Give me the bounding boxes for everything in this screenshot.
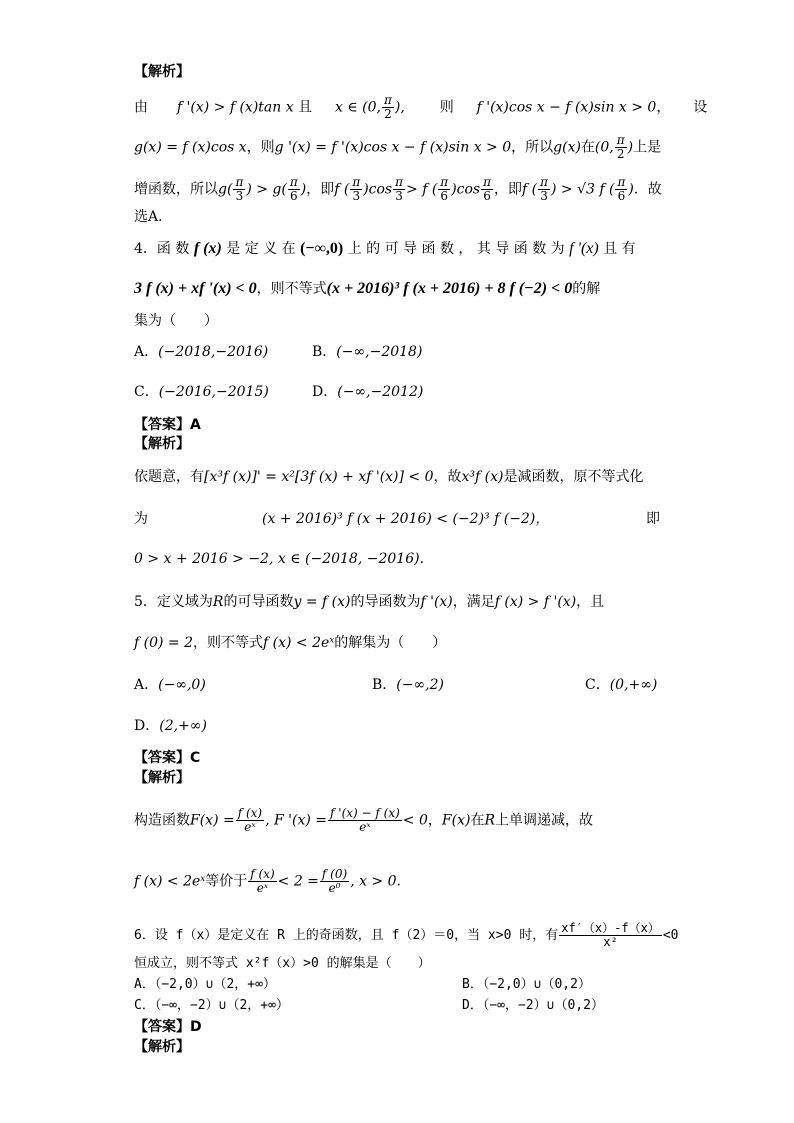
q6-option-c: C．（−∞，−2）∪（2，+∞）: [134, 998, 289, 1013]
q4-option-b: B．(−∞,−2018): [312, 344, 423, 360]
text: 的解集为（ ）: [334, 635, 447, 651]
solution-line-3: 增函数，所以g( $\frac{\pi}{3}$ ) > g( $\frac{\pi}{6}$ )，即f ( $\frac{\pi}{3}$ )cos $\frac{\pi}{3}$ > f ( $\frac{\pi}{6}$ )cos $\frac{\pi}{6}$ ，即f ( $\frac{\pi}{3}$ ) > √3 f ( $\frac{\pi}{6}$ )．故: [134, 175, 662, 203]
text: ，且: [576, 594, 605, 610]
text: 设: [693, 99, 708, 116]
text: ．故: [633, 181, 662, 198]
text: 的导函数为: [350, 594, 421, 610]
text: ，则不等式: [193, 635, 264, 651]
q4-stem-line-1: [134, 240, 636, 258]
text: ，即: [494, 181, 522, 198]
math: [x³f (x)]' = x²[3f (x) + xf '(x)] < 0: [204, 469, 434, 485]
fraction: $\frac{\pi}{2}$: [616, 133, 625, 161]
q5-stem-line-1: 5．定义域为R的可导函数y = f (x)的导函数为f '(x)，满足f (x) > f '(x)，且: [134, 594, 605, 610]
q5-solution-line-1: 构造函数F(x) = $\frac{f (x)}{\text{eˣ}}$ , F '(x) = $\frac{f '(x) - f (x)}{\text{eˣ}}$ < 0，F(x)在R上单调递减，故: [134, 806, 593, 834]
solution-line-1: [134, 94, 707, 121]
fraction: $\frac{\pi}{3}$: [395, 175, 404, 203]
text: 等价于: [205, 873, 248, 890]
q6-analysis-heading: 【解析】: [134, 1039, 190, 1055]
fraction: $\frac{f (x)}{\text{eˣ}}$: [250, 867, 275, 895]
q6-option-b: B．（−2,0）∪（0,2）: [462, 977, 591, 992]
math: g(x): [553, 139, 581, 156]
text: 是 定 义 在: [226, 241, 296, 257]
fraction: $\frac{\pi}{3}$: [235, 175, 244, 203]
math: ),: [394, 99, 405, 116]
q5-option-c: C．(0,+∞): [585, 677, 658, 693]
text: 即: [646, 511, 660, 527]
text: 6．设 f（x）是定义在 R 上的奇函数，且 f（2）＝0，当 x>0 时，有: [134, 928, 559, 943]
q5-option-a: A．(−∞,0): [134, 677, 206, 693]
text: 依题意，有: [134, 469, 204, 485]
text: 4．函 数: [134, 241, 190, 257]
text: 上是: [633, 139, 662, 156]
q4-analysis-heading: 【解析】: [134, 436, 190, 452]
math: x³f (x): [461, 469, 504, 485]
q4-stem-line-2: [134, 280, 600, 298]
text: 的解: [572, 281, 601, 297]
fraction: $\frac{f (x)}{\text{eˣ}}$: [237, 806, 263, 834]
math: f '(x): [569, 240, 599, 257]
q6-option-d: D．（−∞，−2）∪（0,2）: [462, 998, 604, 1013]
text: 的可导函数: [223, 594, 294, 610]
text: 为: [134, 511, 148, 527]
analysis-heading: 【解析】: [134, 64, 190, 80]
text: 是减函数，原不等式化: [503, 469, 644, 485]
fraction: $\frac{\pi}{6}$: [440, 175, 449, 203]
q6-option-a: A．（−2,0）∪（2，+∞）: [134, 977, 276, 992]
solution-line-2: [134, 134, 661, 161]
fraction: $\frac{\pi}{2}$: [383, 93, 392, 121]
text: 由: [134, 99, 148, 116]
q4-option-a: A．(−2018,−2016): [134, 344, 269, 360]
text: 5．定义域为: [134, 594, 213, 610]
math: g '(x) = f '(x)cos x − f (x)sin x > 0: [274, 139, 512, 156]
math: (−∞,0): [300, 240, 344, 257]
q5-answer: 【答案】C: [134, 750, 201, 766]
math: g(x) = f (x)cos x: [134, 139, 247, 156]
text: 且: [298, 99, 313, 116]
fraction: $\frac{\pi}{6}$: [483, 175, 491, 203]
math: (0,: [594, 139, 614, 156]
text: ，所以: [511, 139, 554, 156]
text: 且 有: [603, 241, 636, 257]
solution-line-4: 选A．: [134, 209, 173, 225]
q6-stem-line-2: 恒成立，则不等式 x²f（x）>0 的解集是（ ）: [134, 956, 431, 971]
text: ，满足: [452, 594, 495, 610]
q6-stem-line-1: 6．设 f（x）是定义在 R 上的奇函数，且 f（2）＝0，当 x>0 时，有 $\frac{xf'(x)-f(x)}{\text{x²}}$ <0: [134, 921, 679, 949]
fraction: $\frac{\pi}{6}$: [617, 175, 626, 203]
q6-answer: 【答案】D: [134, 1019, 202, 1035]
q4-stem-line-3: 集为（ ）: [134, 313, 218, 329]
math: x ∈ (0,: [334, 99, 381, 116]
math: (x + 2016)³ f (x + 2016) < (−2)³ f (−2)，: [262, 511, 550, 527]
q4-option-c: C．(−2016,−2015): [134, 384, 269, 400]
q5-option-d: D．(2,+∞): [134, 718, 207, 734]
text: 增函数，所以: [134, 181, 218, 198]
fraction: $\frac{\pi}{3}$: [540, 175, 548, 203]
text: 则: [439, 99, 454, 116]
math: 0 > x + 2016 > −2, x ∈ (−2018, −2016): [134, 551, 420, 567]
math: (x + 2016)³ f (x + 2016) + 8 f (−2) < 0: [326, 280, 573, 297]
fraction: $\frac{f (0)}{\text{e⁰}}$: [321, 867, 348, 895]
q4-option-d: D．(−∞,−2012): [312, 384, 424, 400]
text: 在: [580, 139, 595, 156]
fraction: $\frac{\pi}{3}$: [352, 175, 361, 203]
text: 构造函数: [134, 812, 190, 829]
q4-solution-line-1: [134, 468, 644, 486]
text: ，即: [306, 181, 335, 198]
q4-solution-line-3: 0 > x + 2016 > −2, x ∈ (−2018, −2016).: [134, 551, 425, 567]
q4-solution-line-2: [134, 510, 660, 528]
fraction: $\frac{\pi}{6}$: [289, 175, 298, 203]
q5-option-b: B．(−∞,2): [372, 677, 444, 693]
q5-stem-line-2: f (0) = 2，则不等式f (x) < 2eˣ的解集为（ ）: [134, 635, 447, 651]
text: 上 的 可 导 函 数 ， 其 导 函 数 为: [347, 241, 565, 257]
text: ，: [656, 99, 671, 116]
math: f '(x)cos x − f (x)sin x > 0: [476, 99, 657, 116]
math: 3 f (x) + xf '(x) < 0: [134, 280, 257, 297]
math: f '(x) > f (x)tan x: [176, 99, 294, 116]
q4-answer: 【答案】A: [134, 417, 201, 433]
math: ): [627, 139, 634, 156]
fraction: $\frac{xf'(x)-f(x)}{\text{x²}}$: [561, 921, 660, 949]
math: f (x): [193, 240, 222, 257]
fraction: $\frac{f '(x) - f (x)}{\text{eˣ}}$: [330, 806, 400, 834]
text: ，则不等式: [256, 281, 327, 297]
text: ，故: [433, 469, 462, 485]
text: ，则: [246, 139, 275, 156]
q5-analysis-heading: 【解析】: [134, 770, 190, 786]
q5-solution-line-2: f (x) < 2eˣ等价于 $\frac{f (x)}{\text{eˣ}}$ < 2 = $\frac{f (0)}{\text{e⁰}}$ , x > 0.: [134, 867, 401, 895]
